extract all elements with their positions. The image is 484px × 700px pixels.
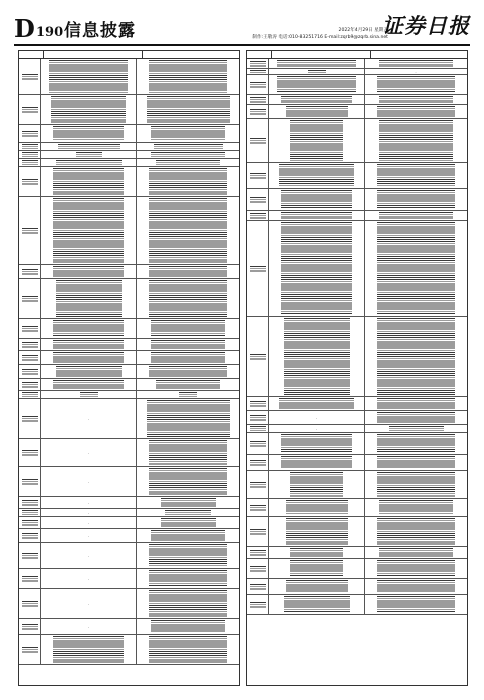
left-row-cell [137, 391, 239, 398]
right-row-cell [365, 559, 467, 578]
left-table-row [19, 399, 239, 439]
right-row-cell [269, 559, 365, 578]
left-row-label [19, 391, 41, 398]
left-row-label [19, 399, 41, 438]
left-row-cell [137, 635, 239, 664]
right-row-cell [269, 547, 365, 558]
left-table-row [19, 509, 239, 517]
left-row-cell [137, 95, 239, 124]
right-row-cell [269, 433, 365, 454]
right-row-cell [365, 499, 467, 516]
left-row-cell [41, 365, 137, 378]
left-row-cell: - [41, 619, 137, 634]
left-row-cell [41, 319, 137, 338]
right-row-label [247, 317, 269, 396]
right-row-label [247, 455, 269, 470]
left-table-row [19, 339, 239, 351]
right-table-header [247, 51, 467, 59]
right-row-label [247, 95, 269, 104]
left-disclosure-table [18, 50, 240, 686]
right-row-label [247, 559, 269, 578]
left-row-label [19, 151, 41, 158]
right-row-cell [269, 69, 365, 74]
left-table-row [19, 95, 239, 125]
right-row-cell [269, 75, 365, 94]
right-table-row [247, 75, 467, 95]
right-row-cell [269, 595, 365, 614]
left-row-cell [137, 143, 239, 150]
left-row-label [19, 379, 41, 390]
left-row-label [19, 543, 41, 568]
right-table-row [247, 547, 467, 559]
page-header [0, 0, 484, 48]
right-row-cell [269, 471, 365, 498]
right-row-cell [365, 433, 467, 454]
left-table-row [19, 497, 239, 509]
left-row-cell [41, 143, 137, 150]
right-table-rows [247, 59, 467, 615]
right-row-cell [269, 95, 365, 104]
left-table-row [19, 351, 239, 365]
right-row-cell [269, 455, 365, 470]
left-table-row [19, 279, 239, 319]
right-row-label [247, 517, 269, 546]
left-table-row [19, 143, 239, 151]
right-row-cell [269, 397, 365, 410]
left-row-cell: - [41, 467, 137, 496]
left-row-label [19, 635, 41, 664]
left-row-cell: - [41, 439, 137, 466]
left-table-row [19, 125, 239, 143]
right-row-cell [269, 221, 365, 316]
left-row-cell [137, 589, 239, 618]
left-row-cell [137, 399, 239, 438]
right-row-label [247, 471, 269, 498]
section-title: 信息披露 [64, 21, 136, 41]
right-row-cell [365, 163, 467, 188]
left-row-label [19, 265, 41, 278]
left-row-label [19, 59, 41, 94]
left-row-cell [137, 167, 239, 196]
left-table-row [19, 167, 239, 197]
right-table-row [247, 499, 467, 517]
right-row-cell [269, 579, 365, 594]
left-row-label [19, 319, 41, 338]
left-row-cell [137, 497, 239, 508]
right-row-cell [365, 317, 467, 396]
left-row-cell [41, 159, 137, 166]
left-row-label [19, 279, 41, 318]
right-table-row [247, 119, 467, 163]
right-table-row [247, 189, 467, 211]
left-table-row [19, 379, 239, 391]
left-row-cell [41, 197, 137, 264]
left-row-cell [41, 351, 137, 364]
left-row-cell: - [41, 497, 137, 508]
left-row-cell [137, 197, 239, 264]
right-row-label [247, 211, 269, 220]
right-row-cell [365, 455, 467, 470]
left-row-label [19, 339, 41, 350]
right-table-row [247, 433, 467, 455]
right-row-cell: - [269, 425, 365, 432]
right-table-row [247, 411, 467, 425]
left-table-row [19, 159, 239, 167]
right-row-cell [365, 189, 467, 210]
right-row-cell [269, 119, 365, 162]
left-row-cell [41, 125, 137, 142]
left-row-cell [41, 379, 137, 390]
left-row-cell [137, 529, 239, 542]
right-row-label [247, 75, 269, 94]
right-row-label [247, 547, 269, 558]
left-row-cell [41, 391, 137, 398]
right-table-row [247, 397, 467, 411]
left-row-label [19, 517, 41, 528]
left-row-label [19, 569, 41, 588]
right-row-cell: - [415, 69, 417, 74]
right-row-label [247, 411, 269, 424]
right-row-label [247, 119, 269, 162]
right-table-row [247, 579, 467, 595]
disclosure-table-area [18, 50, 468, 686]
left-table-row [19, 619, 239, 635]
left-table-row [19, 569, 239, 589]
left-row-cell [137, 569, 239, 588]
right-row-label [247, 59, 269, 68]
right-row-cell [269, 499, 365, 516]
left-row-label [19, 159, 41, 166]
left-row-cell [137, 351, 239, 364]
left-row-label [19, 197, 41, 264]
left-row-label [19, 619, 41, 634]
right-row-cell [365, 517, 467, 546]
left-row-cell [137, 379, 239, 390]
right-row-cell [365, 119, 467, 162]
left-row-cell [41, 635, 137, 664]
right-table-row [247, 95, 467, 105]
right-table-row [247, 471, 467, 499]
left-row-cell [137, 467, 239, 496]
right-table-row [247, 221, 467, 317]
left-row-cell [137, 59, 239, 94]
left-table-row [19, 543, 239, 569]
right-table-row [247, 59, 467, 69]
right-row-label [247, 105, 269, 118]
left-row-label [19, 351, 41, 364]
left-row-cell: - [41, 517, 137, 528]
right-row-label [247, 425, 269, 432]
left-table-row [19, 635, 239, 665]
right-row-cell [365, 221, 467, 316]
right-row-cell [365, 105, 467, 118]
left-row-cell [137, 509, 239, 516]
left-table-row [19, 59, 239, 95]
right-table-row [247, 559, 467, 579]
left-row-label [19, 167, 41, 196]
left-table-row [19, 529, 239, 543]
left-table-row [19, 319, 239, 339]
left-row-cell [137, 619, 239, 634]
right-row-label [247, 163, 269, 188]
left-row-cell: - [41, 543, 137, 568]
left-row-label [19, 143, 41, 150]
right-row-label [247, 69, 269, 74]
left-table-row [19, 265, 239, 279]
left-row-cell [41, 279, 137, 318]
left-row-cell [41, 265, 137, 278]
right-row-label [247, 579, 269, 594]
right-row-cell [365, 59, 467, 68]
left-row-cell [137, 159, 239, 166]
left-row-cell: - [41, 529, 137, 542]
left-row-cell [137, 319, 239, 338]
left-row-label [19, 365, 41, 378]
left-row-cell [41, 339, 137, 350]
left-table-row [19, 589, 239, 619]
left-table-row [19, 391, 239, 399]
left-row-cell: - [41, 569, 137, 588]
right-row-cell [365, 579, 467, 594]
left-table-row [19, 197, 239, 265]
right-row-cell [365, 425, 467, 432]
left-row-cell [41, 95, 137, 124]
right-row-cell: - [269, 411, 365, 424]
right-row-label [247, 595, 269, 614]
left-row-label [19, 509, 41, 516]
right-row-cell [269, 59, 365, 68]
left-row-cell [41, 59, 137, 94]
section-letter: D [14, 14, 35, 43]
left-table-rows [19, 59, 239, 665]
left-row-label [19, 439, 41, 466]
left-table-header [19, 51, 239, 59]
right-table-row [247, 455, 467, 471]
left-row-label [19, 589, 41, 618]
right-table-row [247, 317, 467, 397]
right-table-row [247, 211, 467, 221]
left-table-row [19, 467, 239, 497]
right-row-cell [269, 105, 365, 118]
right-row-cell [365, 95, 467, 104]
right-row-label [247, 221, 269, 316]
right-disclosure-table [246, 50, 468, 686]
right-row-label [247, 397, 269, 410]
left-table-row [19, 517, 239, 529]
right-row-cell [365, 411, 467, 424]
header-divider [14, 44, 470, 46]
right-table-row [247, 517, 467, 547]
right-row-cell [365, 397, 467, 410]
left-row-cell [137, 125, 239, 142]
right-row-label [247, 499, 269, 516]
left-row-label [19, 497, 41, 508]
right-row-label [247, 189, 269, 210]
right-row-cell [269, 163, 365, 188]
left-row-label [19, 467, 41, 496]
left-row-cell [137, 151, 239, 158]
left-row-cell [137, 517, 239, 528]
right-row-cell [269, 211, 365, 220]
editor-contact: 制作:王敬涛 电话:010-83251716 E-mail:zqrb9@zqrb.sina.net [252, 35, 388, 40]
right-row-cell [269, 189, 365, 210]
left-table-row [19, 151, 239, 159]
left-row-cell [137, 339, 239, 350]
left-row-cell [137, 365, 239, 378]
right-table-row [247, 163, 467, 189]
left-row-cell [137, 543, 239, 568]
right-row-cell [365, 547, 467, 558]
left-row-cell [41, 167, 137, 196]
left-row-cell: - [41, 399, 137, 438]
right-row-cell [269, 317, 365, 396]
right-table-row [247, 105, 467, 119]
right-table-row [247, 595, 467, 615]
right-row-cell [365, 471, 467, 498]
left-row-cell [41, 151, 137, 158]
issue-date: 2022年4月29日 星期五 [338, 28, 388, 33]
page-number: 190 [36, 25, 64, 40]
left-row-cell [137, 265, 239, 278]
left-row-cell [137, 279, 239, 318]
right-row-cell [269, 517, 365, 546]
left-table-row [19, 439, 239, 467]
left-row-cell: - [41, 589, 137, 618]
right-row-cell [365, 211, 467, 220]
left-table-row [19, 365, 239, 379]
right-row-cell [365, 75, 467, 94]
left-row-cell [137, 439, 239, 466]
newspaper-logo: 证券日报 [382, 13, 470, 38]
left-row-label [19, 125, 41, 142]
right-table-row [247, 425, 467, 433]
right-row-label [247, 433, 269, 454]
left-row-label [19, 529, 41, 542]
left-row-cell: - [41, 509, 137, 516]
left-row-label [19, 95, 41, 124]
right-row-cell [365, 595, 467, 614]
